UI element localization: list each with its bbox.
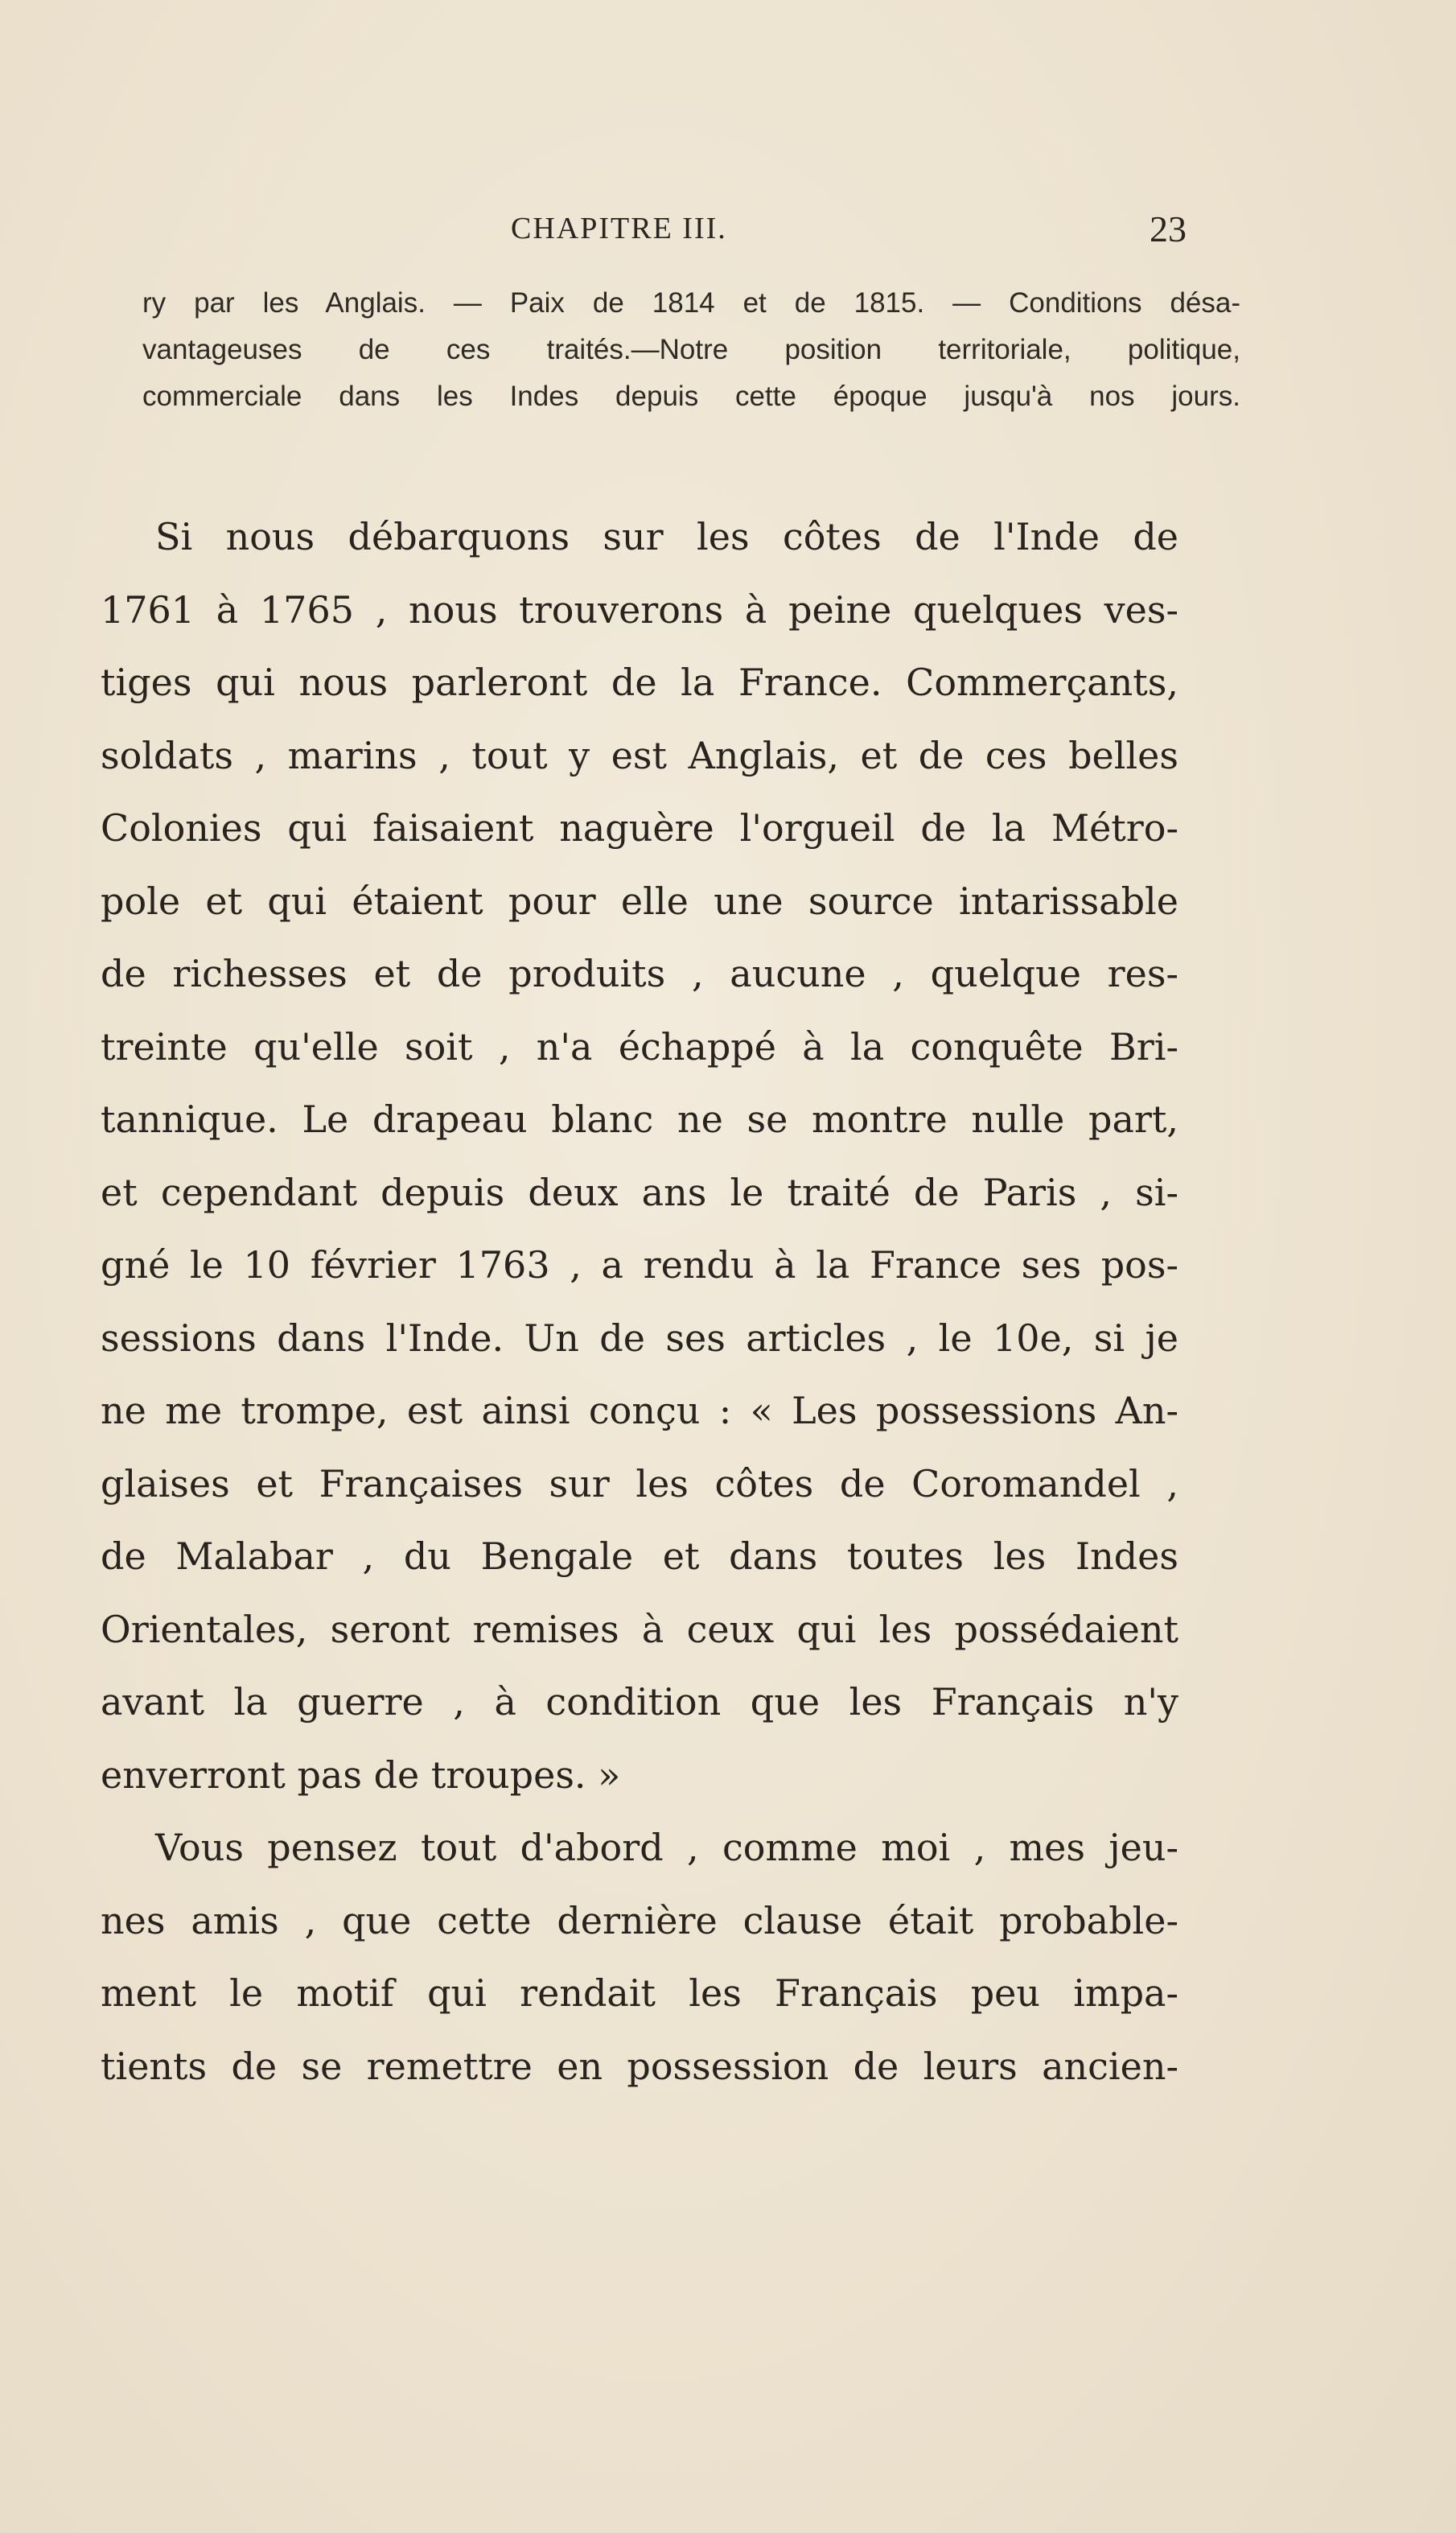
text-line: Si nous débarquons sur les côtes de l'Inde de <box>155 515 1178 558</box>
chapter-summary <box>142 280 1240 420</box>
text-line: tannique. Le drapeau blanc ne se montre nulle part, <box>101 1098 1178 1141</box>
text-line: pole et qui étaient pour elle une source intarissable <box>101 879 1178 923</box>
text-line: ment le motif qui rendait les Français peu impa- <box>101 1971 1178 2015</box>
paragraph <box>101 500 1178 1811</box>
text-line: Colonies qui faisaient naguère l'orgueil de la Métro- <box>101 806 1178 850</box>
text-line: de richesses et de produits , aucune , quelque res- <box>101 952 1178 995</box>
summary-line: vantageuses de ces traités.—Notre position territoriale, politique, <box>142 334 1240 365</box>
text-line: Orientales, seront remises à ceux qui les possédaient <box>101 1607 1178 1651</box>
text-line: sessions dans l'Inde. Un de ses articles , le 10e, si je <box>101 1316 1178 1360</box>
body-text <box>101 500 1178 2103</box>
text-line: Vous pensez tout d'abord , comme moi , mes jeu- <box>155 1826 1178 1869</box>
text-line: de Malabar , du Bengale et dans toutes les Indes <box>101 1534 1178 1578</box>
text-line: ne me trompe, est ainsi conçu : « Les possessions An- <box>101 1389 1178 1432</box>
text-line: enverront pas de troupes. » <box>101 1753 621 1797</box>
text-line: tients de se remettre en possession de leurs ancien- <box>101 2044 1178 2088</box>
text-line: avant la guerre , à condition que les Français n'y <box>101 1680 1178 1724</box>
text-line: treinte qu'elle soit , n'a échappé à la conquête Bri- <box>101 1024 1178 1069</box>
page-number: 23 <box>1150 208 1187 249</box>
text-line: 1761 à 1765 , nous trouverons à peine quelques ves- <box>101 587 1178 632</box>
text-line: glaises et Françaises sur les côtes de Coromandel , <box>101 1461 1178 1505</box>
paragraph <box>101 1811 1178 2103</box>
running-title: CHAPITRE III. <box>511 212 727 245</box>
text-line: tiges qui nous parleront de la France. Commerçants, <box>101 661 1178 704</box>
summary-line: commerciale dans les Indes depuis cette époque jusqu'à nos jours. <box>142 381 1240 412</box>
summary-line: ry par les Anglais. — Paix de 1814 et de 1815. — Conditions désa- <box>142 287 1240 319</box>
text-line: nes amis , que cette dernière clause était probable- <box>101 1898 1178 1942</box>
text-line: soldats , marins , tout y est Anglais, et de ces belles <box>101 733 1178 777</box>
page-header <box>101 208 1187 251</box>
text-line: gné le 10 février 1763 , a rendu à la France ses pos- <box>101 1243 1178 1287</box>
text-line: et cependant depuis deux ans le traité de Paris , si- <box>101 1170 1178 1214</box>
